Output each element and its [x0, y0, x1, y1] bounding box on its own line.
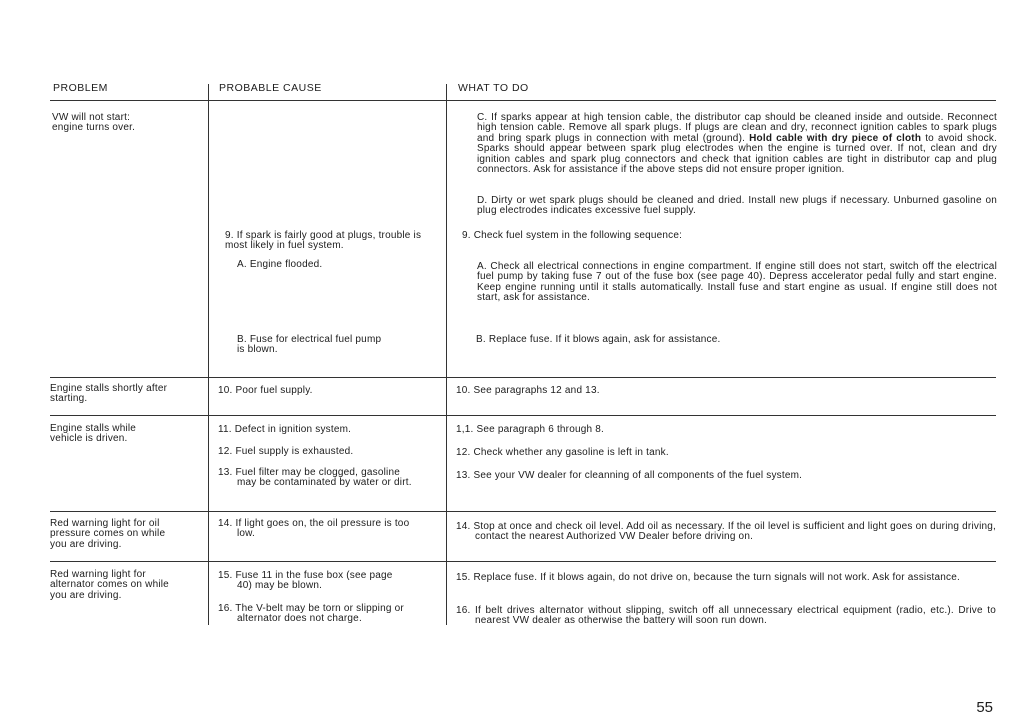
cause-10: 10. Poor fuel supply. [218, 385, 313, 396]
action-10: 10. See paragraphs 12 and 13. [456, 385, 600, 396]
header-what-to-do: WHAT TO DO [458, 82, 529, 94]
cause-16 [218, 604, 446, 625]
problem-alternator-light: Red warning light for alternator comes on while you are driving. [50, 569, 169, 601]
header-probable-cause: PROBABLE CAUSE [219, 82, 322, 94]
action-c-text: C. If sparks appear at high tension cable, the distributor cap should be cleaned inside and outside. Reconnect high tension cable. Remove all spark plugs. If plugs are clean and dry, reconnect ignition cables to spark plugs and bring spark plugs in connection with metal (ground). [477, 112, 997, 144]
cause-14 [218, 519, 423, 540]
cause-13 [218, 468, 413, 489]
action-c [477, 113, 997, 175]
cause-13-text: 13. Fuel filter may be clogged, gasoline may be contaminated by water or dirt. [218, 467, 412, 489]
action-15-text: 15. Replace fuse. If it blows again, do not drive on, because the turn signals will not work. Ask for assistance. [456, 572, 960, 583]
action-14 [456, 522, 996, 543]
action-11: 1,1. See paragraph 6 through 8. [456, 424, 604, 435]
cause-15-text: 15. Fuse 11 in the fuse box (see page 40) may be blown. [218, 570, 393, 592]
row-divider-4 [50, 561, 996, 562]
cause-16-text: 16. The V-belt may be torn or slipping or alternator does not charge. [218, 603, 404, 625]
problem-oil-pressure-light: Red warning light for oil pressure comes on while you are driving. [50, 518, 166, 550]
problem-engine-turns-over: VW will not start: engine turns over. [52, 112, 136, 134]
cause-15 [218, 571, 393, 592]
action-9b: B. Replace fuse. If it blows again, ask for assistance. [476, 334, 721, 345]
column-divider-2 [446, 84, 447, 625]
action-9: 9. Check fuel system in the following sequence: [462, 230, 683, 241]
action-14-text: 14. Stop at once and check oil level. Add oil as necessary. If the oil level is sufficient and light goes on during driving, contact the nearest Authorized VW Dealer before driving on. [456, 521, 996, 543]
header-problem: PROBLEM [53, 82, 108, 94]
action-9a: A. Check all electrical connections in engine compartment. If engine still does not start, switch off the electrical fuel pump by taking fuse 7 out of the fuse box (see page 40). Depress accelerator pedal fully and start engine. Keep engine running until it stalls automatically. Install fuse and start engine as usual. If engine still does not start, ask for assistance. [477, 261, 997, 304]
cause-9: 9. If spark is fairly good at plugs, trouble is most likely in fuel system. [225, 230, 422, 252]
page-number: 55 [976, 699, 993, 716]
action-16-text: 16. If belt drives alternator without slipping, switch off all unnecessary electrical equipment (radio, etc.). Drive to nearest VW dealer as otherwise the battery will soon run down. [456, 605, 996, 627]
cause-12: 12. Fuel supply is exhausted. [218, 446, 354, 457]
cause-11: 11. Defect in ignition system. [218, 424, 352, 435]
action-d: D. Dirty or wet spark plugs should be cleaned and dried. Install new plugs if necessary. Unburned gasoline on plug electrodes indicates excessive fuel supply. [477, 195, 997, 217]
problem-stalls-while-driven: Engine stalls while vehicle is driven. [50, 423, 137, 445]
action-15 [456, 573, 996, 583]
column-divider-1 [208, 84, 209, 625]
cause-14-text: 14. If light goes on, the oil pressure is too low. [218, 518, 410, 540]
row-divider-1 [50, 377, 996, 378]
cause-9a: A. Engine flooded. [237, 259, 323, 270]
header-underline [50, 100, 996, 101]
action-c-text-2: to avoid shock. Sparks should appear between spark plug electrodes when the engine is turned over. If not, clean and dry ignition cables and spark plug connectors and check that ignition cables are tight in distributor cap and plug connectors. Ask for assistance if the above steps did not ensure proper ignition. [477, 132, 997, 176]
cause-9b: B. Fuse for electrical fuel pump is blown. [237, 334, 382, 356]
row-divider-3 [50, 511, 996, 512]
action-13: 13. See your VW dealer for cleanning of all components of the fuel system. [456, 470, 803, 481]
action-c-bold: Hold cable with dry piece of cloth [749, 132, 922, 144]
action-12: 12. Check whether any gasoline is left in tank. [456, 447, 669, 458]
action-16 [456, 606, 996, 627]
problem-stalls-after-starting: Engine stalls shortly after starting. [50, 383, 168, 405]
row-divider-2 [50, 415, 996, 416]
